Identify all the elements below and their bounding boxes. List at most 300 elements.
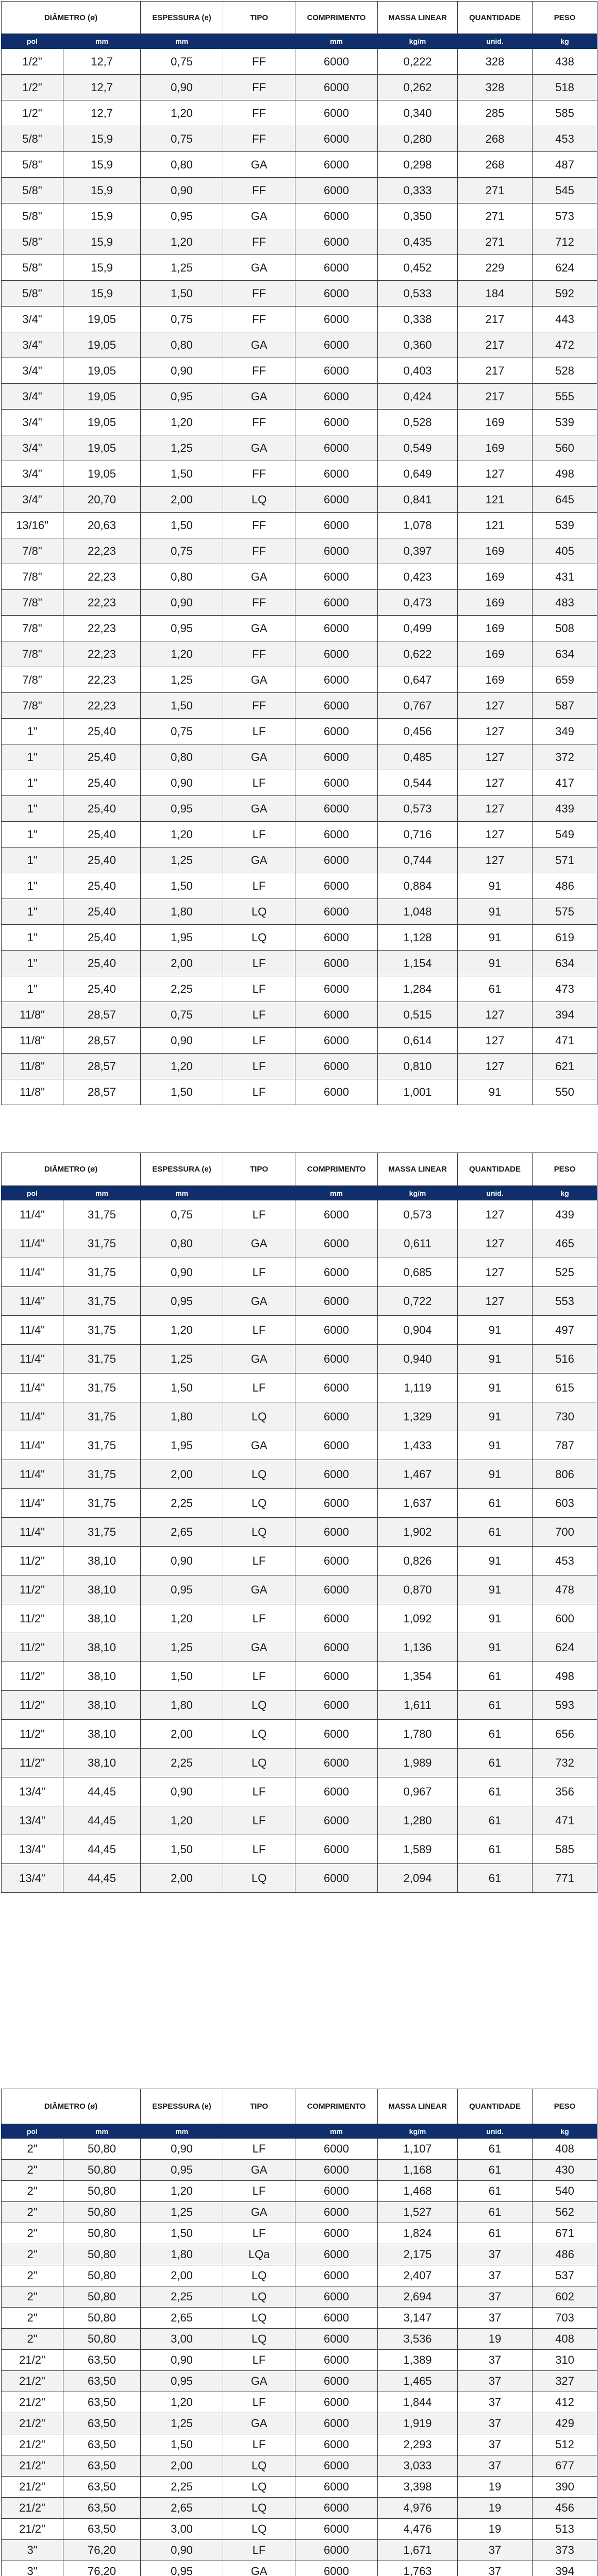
- cell-espessura: 1,25: [141, 435, 223, 461]
- cell-comprimento: 6000: [295, 2223, 378, 2244]
- header-tipo: TIPO: [223, 2, 295, 34]
- cell-tipo: GA: [223, 2202, 295, 2223]
- unit-mm: mm: [141, 34, 223, 49]
- cell-quantidade: 37: [458, 2561, 533, 2576]
- cell-tipo: GA: [223, 1431, 295, 1460]
- cell-mm: 50,80: [63, 2160, 141, 2181]
- cell-mm: 38,10: [63, 1749, 141, 1777]
- cell-espessura: 0,90: [141, 75, 223, 100]
- cell-tipo: LQ: [223, 2519, 295, 2540]
- cell-mm: 22,23: [63, 538, 141, 564]
- unit-mm: mm: [63, 34, 141, 49]
- cell-peso: 513: [533, 2519, 597, 2540]
- cell-mm: 15,9: [63, 126, 141, 152]
- cell-espessura: 2,25: [141, 2286, 223, 2308]
- table-row: [2, 2477, 597, 2498]
- cell-pol: 21/2": [2, 2413, 63, 2434]
- table-row: [2, 255, 597, 281]
- cell-pol: 7/8": [2, 564, 63, 590]
- cell-peso: 587: [533, 693, 597, 719]
- cell-massa: 1,989: [378, 1749, 458, 1777]
- cell-mm: 25,40: [63, 848, 141, 873]
- cell-comprimento: 6000: [295, 204, 378, 229]
- cell-peso: 439: [533, 1200, 597, 1229]
- cell-mm: 63,50: [63, 2371, 141, 2392]
- cell-espessura: 1,50: [141, 513, 223, 538]
- cell-pol: 11/2": [2, 1662, 63, 1691]
- header-espessura: ESPESSURA (e): [141, 2, 223, 34]
- cell-massa: 1,284: [378, 976, 458, 1002]
- cell-peso: 771: [533, 1864, 597, 1893]
- table-row: [2, 2202, 597, 2223]
- cell-pol: 5/8": [2, 126, 63, 152]
- cell-massa: 1,844: [378, 2392, 458, 2413]
- cell-peso: 356: [533, 1777, 597, 1806]
- table-row: [2, 1575, 597, 1604]
- cell-pol: 11/8": [2, 1028, 63, 1054]
- cell-espessura: 1,20: [141, 1604, 223, 1633]
- cell-massa: 0,473: [378, 590, 458, 616]
- cell-peso: 516: [533, 1345, 597, 1374]
- cell-comprimento: 6000: [295, 2455, 378, 2477]
- cell-tipo: LQ: [223, 1460, 295, 1489]
- cell-espessura: 2,00: [141, 1460, 223, 1489]
- cell-comprimento: 6000: [295, 1864, 378, 1893]
- cell-massa: 0,622: [378, 641, 458, 667]
- cell-tipo: LQ: [223, 1489, 295, 1518]
- table-row: [2, 641, 597, 667]
- cell-tipo: FF: [223, 590, 295, 616]
- cell-tipo: LF: [223, 2223, 295, 2244]
- cell-mm: 63,50: [63, 2498, 141, 2519]
- cell-pol: 11/4": [2, 1200, 63, 1229]
- cell-comprimento: 6000: [295, 49, 378, 75]
- cell-massa: 0,350: [378, 204, 458, 229]
- table-row: [2, 2434, 597, 2455]
- cell-quantidade: 169: [458, 641, 533, 667]
- cell-peso: 528: [533, 358, 597, 384]
- cell-massa: 0,360: [378, 332, 458, 358]
- cell-peso: 486: [533, 873, 597, 899]
- cell-comprimento: 6000: [295, 796, 378, 822]
- cell-peso: 585: [533, 1835, 597, 1864]
- cell-mm: 31,75: [63, 1431, 141, 1460]
- cell-espessura: 1,25: [141, 255, 223, 281]
- cell-tipo: LQ: [223, 2498, 295, 2519]
- cell-comprimento: 6000: [295, 410, 378, 435]
- cell-espessura: 0,95: [141, 796, 223, 822]
- cell-quantidade: 268: [458, 126, 533, 152]
- cell-pol: 2": [2, 2308, 63, 2329]
- cell-comprimento: 6000: [295, 461, 378, 487]
- cell-massa: 1,433: [378, 1431, 458, 1460]
- unit-pol: pol: [2, 2124, 63, 2139]
- cell-quantidade: 91: [458, 1547, 533, 1575]
- cell-quantidade: 91: [458, 1575, 533, 1604]
- table-row: [2, 822, 597, 848]
- cell-tipo: FF: [223, 513, 295, 538]
- cell-comprimento: 6000: [295, 1489, 378, 1518]
- cell-espessura: 2,25: [141, 2477, 223, 2498]
- cell-espessura: 1,25: [141, 1633, 223, 1662]
- cell-comprimento: 6000: [295, 2160, 378, 2181]
- cell-pol: 11/2": [2, 1691, 63, 1720]
- cell-comprimento: 6000: [295, 2265, 378, 2286]
- cell-pol: 5/8": [2, 204, 63, 229]
- cell-comprimento: 6000: [295, 2244, 378, 2265]
- cell-mm: 38,10: [63, 1720, 141, 1749]
- cell-pol: 7/8": [2, 667, 63, 693]
- cell-quantidade: 121: [458, 513, 533, 538]
- cell-comprimento: 6000: [295, 2498, 378, 2519]
- cell-pol: 1": [2, 951, 63, 976]
- table-row: [2, 538, 597, 564]
- cell-espessura: 1,20: [141, 2392, 223, 2413]
- cell-espessura: 0,95: [141, 616, 223, 641]
- cell-mm: 63,50: [63, 2455, 141, 2477]
- table-row: [2, 770, 597, 796]
- cell-tipo: FF: [223, 178, 295, 204]
- unit-unid: unid.: [458, 34, 533, 49]
- cell-espessura: 0,75: [141, 307, 223, 332]
- header-tipo: TIPO: [223, 2089, 295, 2124]
- table-row: [2, 152, 597, 178]
- cell-espessura: 0,90: [141, 1028, 223, 1054]
- cell-quantidade: 61: [458, 1720, 533, 1749]
- cell-espessura: 2,25: [141, 1749, 223, 1777]
- cell-comprimento: 6000: [295, 126, 378, 152]
- cell-mm: 15,9: [63, 255, 141, 281]
- cell-comprimento: 6000: [295, 667, 378, 693]
- cell-tipo: GA: [223, 1345, 295, 1374]
- header-comprimento: COMPRIMENTO: [295, 2089, 378, 2124]
- cell-pol: 11/2": [2, 1547, 63, 1575]
- cell-quantidade: 127: [458, 1028, 533, 1054]
- unit-mm: mm: [63, 2124, 141, 2139]
- cell-peso: 571: [533, 848, 597, 873]
- cell-peso: 545: [533, 178, 597, 204]
- cell-comprimento: 6000: [295, 822, 378, 848]
- cell-massa: 0,884: [378, 873, 458, 899]
- cell-quantidade: 37: [458, 2540, 533, 2561]
- cell-pol: 5/8": [2, 178, 63, 204]
- table-row: [2, 1002, 597, 1028]
- cell-tipo: LF: [223, 1604, 295, 1633]
- cell-tipo: LQ: [223, 2477, 295, 2498]
- cell-comprimento: 6000: [295, 744, 378, 770]
- cell-comprimento: 6000: [295, 513, 378, 538]
- cell-pol: 11/4": [2, 1460, 63, 1489]
- cell-espessura: 0,95: [141, 2561, 223, 2576]
- table-row: [2, 1079, 597, 1105]
- unit-unid: unid.: [458, 2124, 533, 2139]
- cell-massa: 1,763: [378, 2561, 458, 2576]
- table-row: [2, 2350, 597, 2371]
- cell-pol: 7/8": [2, 590, 63, 616]
- cell-peso: 497: [533, 1316, 597, 1345]
- cell-tipo: LF: [223, 1002, 295, 1028]
- cell-espessura: 1,20: [141, 2181, 223, 2202]
- cell-comprimento: 6000: [295, 384, 378, 410]
- cell-massa: 2,293: [378, 2434, 458, 2455]
- cell-tipo: GA: [223, 1575, 295, 1604]
- cell-espessura: 0,90: [141, 178, 223, 204]
- cell-massa: 0,685: [378, 1258, 458, 1287]
- cell-mm: 25,40: [63, 770, 141, 796]
- cell-tipo: LF: [223, 1547, 295, 1575]
- table-row: [2, 49, 597, 75]
- cell-quantidade: 37: [458, 2244, 533, 2265]
- cell-quantidade: 169: [458, 410, 533, 435]
- cell-pol: 21/2": [2, 2498, 63, 2519]
- cell-mm: 31,75: [63, 1402, 141, 1431]
- cell-peso: 487: [533, 152, 597, 178]
- cell-tipo: GA: [223, 435, 295, 461]
- cell-mm: 63,50: [63, 2477, 141, 2498]
- cell-comprimento: 6000: [295, 2371, 378, 2392]
- cell-comprimento: 6000: [295, 1575, 378, 1604]
- cell-pol: 21/2": [2, 2350, 63, 2371]
- cell-tipo: GA: [223, 564, 295, 590]
- cell-comprimento: 6000: [295, 719, 378, 744]
- cell-peso: 429: [533, 2413, 597, 2434]
- cell-pol: 11/4": [2, 1431, 63, 1460]
- cell-massa: 1,001: [378, 1079, 458, 1105]
- cell-massa: 4,976: [378, 2498, 458, 2519]
- cell-massa: 1,589: [378, 1835, 458, 1864]
- cell-peso: 498: [533, 461, 597, 487]
- cell-quantidade: 217: [458, 384, 533, 410]
- cell-peso: 390: [533, 2477, 597, 2498]
- cell-tipo: GA: [223, 152, 295, 178]
- cell-peso: 573: [533, 204, 597, 229]
- table-row: [2, 848, 597, 873]
- cell-mm: 38,10: [63, 1547, 141, 1575]
- cell-pol: 11/2": [2, 1633, 63, 1662]
- table-row: [2, 796, 597, 822]
- cell-quantidade: 19: [458, 2329, 533, 2350]
- table-body: [2, 2139, 597, 2576]
- cell-massa: 0,397: [378, 538, 458, 564]
- cell-mm: 31,75: [63, 1518, 141, 1547]
- cell-tipo: LF: [223, 1079, 295, 1105]
- cell-espessura: 0,95: [141, 2160, 223, 2181]
- cell-massa: 1,611: [378, 1691, 458, 1720]
- header-massa: MASSA LINEAR: [378, 1153, 458, 1186]
- cell-espessura: 1,20: [141, 641, 223, 667]
- cell-tipo: GA: [223, 796, 295, 822]
- header-quantidade: QUANTIDADE: [458, 2, 533, 34]
- cell-tipo: LQ: [223, 1864, 295, 1893]
- cell-espessura: 0,95: [141, 384, 223, 410]
- cell-peso: 430: [533, 2160, 597, 2181]
- cell-comprimento: 6000: [295, 229, 378, 255]
- cell-massa: 0,573: [378, 796, 458, 822]
- cell-mm: 15,9: [63, 204, 141, 229]
- cell-tipo: LQ: [223, 1720, 295, 1749]
- cell-comprimento: 6000: [295, 2286, 378, 2308]
- cell-comprimento: 6000: [295, 1316, 378, 1345]
- cell-peso: 471: [533, 1806, 597, 1835]
- cell-tipo: LF: [223, 1258, 295, 1287]
- cell-pol: 2": [2, 2265, 63, 2286]
- cell-massa: 1,467: [378, 1460, 458, 1489]
- cell-espessura: 1,80: [141, 2244, 223, 2265]
- cell-mm: 38,10: [63, 1633, 141, 1662]
- table-row: [2, 75, 597, 100]
- cell-mm: 25,40: [63, 925, 141, 951]
- cell-massa: 1,154: [378, 951, 458, 976]
- cell-tipo: LF: [223, 719, 295, 744]
- cell-mm: 31,75: [63, 1200, 141, 1229]
- cell-quantidade: 91: [458, 925, 533, 951]
- cell-quantidade: 61: [458, 976, 533, 1002]
- cell-quantidade: 37: [458, 2371, 533, 2392]
- cell-comprimento: 6000: [295, 590, 378, 616]
- cell-comprimento: 6000: [295, 1229, 378, 1258]
- table-row: [2, 2540, 597, 2561]
- cell-tipo: GA: [223, 848, 295, 873]
- cell-tipo: GA: [223, 2371, 295, 2392]
- cell-peso: 453: [533, 126, 597, 152]
- cell-espessura: 2,00: [141, 2265, 223, 2286]
- cell-massa: 1,465: [378, 2371, 458, 2392]
- cell-massa: 1,354: [378, 1662, 458, 1691]
- cell-peso: 730: [533, 1402, 597, 1431]
- cell-mm: 50,80: [63, 2265, 141, 2286]
- cell-espessura: 0,75: [141, 538, 223, 564]
- cell-espessura: 3,00: [141, 2329, 223, 2350]
- unit-pol: pol: [2, 34, 63, 49]
- cell-espessura: 1,20: [141, 1806, 223, 1835]
- cell-massa: 0,435: [378, 229, 458, 255]
- unit-mm: mm: [295, 1186, 378, 1200]
- cell-comprimento: 6000: [295, 2434, 378, 2455]
- cell-pol: 7/8": [2, 616, 63, 641]
- cell-mm: 50,80: [63, 2244, 141, 2265]
- cell-mm: 50,80: [63, 2329, 141, 2350]
- table-row: [2, 1200, 597, 1229]
- cell-quantidade: 127: [458, 1287, 533, 1316]
- cell-peso: 431: [533, 564, 597, 590]
- cell-espessura: 0,75: [141, 49, 223, 75]
- header-tipo: TIPO: [223, 1153, 295, 1186]
- cell-massa: 0,940: [378, 1345, 458, 1374]
- cell-mm: 22,23: [63, 590, 141, 616]
- table-row: [2, 719, 597, 744]
- cell-peso: 634: [533, 641, 597, 667]
- cell-massa: 1,527: [378, 2202, 458, 2223]
- cell-comprimento: 6000: [295, 2392, 378, 2413]
- cell-comprimento: 6000: [295, 435, 378, 461]
- cell-massa: 1,468: [378, 2181, 458, 2202]
- cell-quantidade: 127: [458, 744, 533, 770]
- cell-quantidade: 91: [458, 1374, 533, 1402]
- cell-espessura: 2,25: [141, 976, 223, 1002]
- cell-quantidade: 127: [458, 693, 533, 719]
- cell-peso: 700: [533, 1518, 597, 1547]
- cell-massa: 0,262: [378, 75, 458, 100]
- unit-pol: pol: [2, 1186, 63, 1200]
- cell-mm: 12,7: [63, 49, 141, 75]
- cell-massa: 2,094: [378, 1864, 458, 1893]
- cell-quantidade: 19: [458, 2477, 533, 2498]
- table-row: [2, 487, 597, 513]
- cell-espessura: 0,80: [141, 1229, 223, 1258]
- cell-peso: 540: [533, 2181, 597, 2202]
- cell-tipo: FF: [223, 75, 295, 100]
- table-row: [2, 899, 597, 925]
- cell-comprimento: 6000: [295, 925, 378, 951]
- units-row: [2, 2124, 597, 2139]
- cell-espessura: 0,75: [141, 1002, 223, 1028]
- cell-comprimento: 6000: [295, 100, 378, 126]
- table-row: [2, 564, 597, 590]
- cell-pol: 1": [2, 925, 63, 951]
- cell-massa: 3,398: [378, 2477, 458, 2498]
- cell-quantidade: 91: [458, 1345, 533, 1374]
- cell-espessura: 1,50: [141, 1835, 223, 1864]
- cell-pol: 11/4": [2, 1374, 63, 1402]
- cell-pol: 11/8": [2, 1054, 63, 1079]
- cell-peso: 615: [533, 1374, 597, 1402]
- cell-espessura: 0,90: [141, 1258, 223, 1287]
- table-row: [2, 1518, 597, 1547]
- cell-mm: 76,20: [63, 2540, 141, 2561]
- cell-comprimento: 6000: [295, 1345, 378, 1374]
- cell-tipo: GA: [223, 1287, 295, 1316]
- unit-kg-m: kg/m: [378, 34, 458, 49]
- cell-pol: 3/4": [2, 435, 63, 461]
- cell-peso: 562: [533, 2202, 597, 2223]
- cell-tipo: FF: [223, 126, 295, 152]
- cell-peso: 327: [533, 2371, 597, 2392]
- cell-pol: 3/4": [2, 307, 63, 332]
- cell-mm: 50,80: [63, 2223, 141, 2244]
- units-row: [2, 1186, 597, 1200]
- table-row: [2, 1547, 597, 1575]
- cell-massa: 2,694: [378, 2286, 458, 2308]
- cell-peso: 659: [533, 667, 597, 693]
- cell-quantidade: 91: [458, 1431, 533, 1460]
- unit-tipo: [223, 1186, 295, 1200]
- cell-massa: 0,611: [378, 1229, 458, 1258]
- cell-mm: 12,7: [63, 100, 141, 126]
- cell-peso: 473: [533, 976, 597, 1002]
- cell-espessura: 1,20: [141, 229, 223, 255]
- cell-comprimento: 6000: [295, 332, 378, 358]
- cell-quantidade: 127: [458, 822, 533, 848]
- cell-pol: 3/4": [2, 358, 63, 384]
- cell-espessura: 1,95: [141, 925, 223, 951]
- cell-quantidade: 37: [458, 2308, 533, 2329]
- cell-quantidade: 271: [458, 229, 533, 255]
- table-body: [2, 1200, 597, 1893]
- cell-mm: 50,80: [63, 2139, 141, 2160]
- cell-peso: 600: [533, 1604, 597, 1633]
- cell-peso: 550: [533, 1079, 597, 1105]
- cell-massa: 0,452: [378, 255, 458, 281]
- table-row: [2, 2223, 597, 2244]
- cell-quantidade: 91: [458, 899, 533, 925]
- cell-tipo: LQ: [223, 1691, 295, 1720]
- cell-pol: 2": [2, 2329, 63, 2350]
- cell-quantidade: 127: [458, 1258, 533, 1287]
- table-row: [2, 590, 597, 616]
- table-row: [2, 281, 597, 307]
- cell-comprimento: 6000: [295, 2329, 378, 2350]
- cell-massa: 0,340: [378, 100, 458, 126]
